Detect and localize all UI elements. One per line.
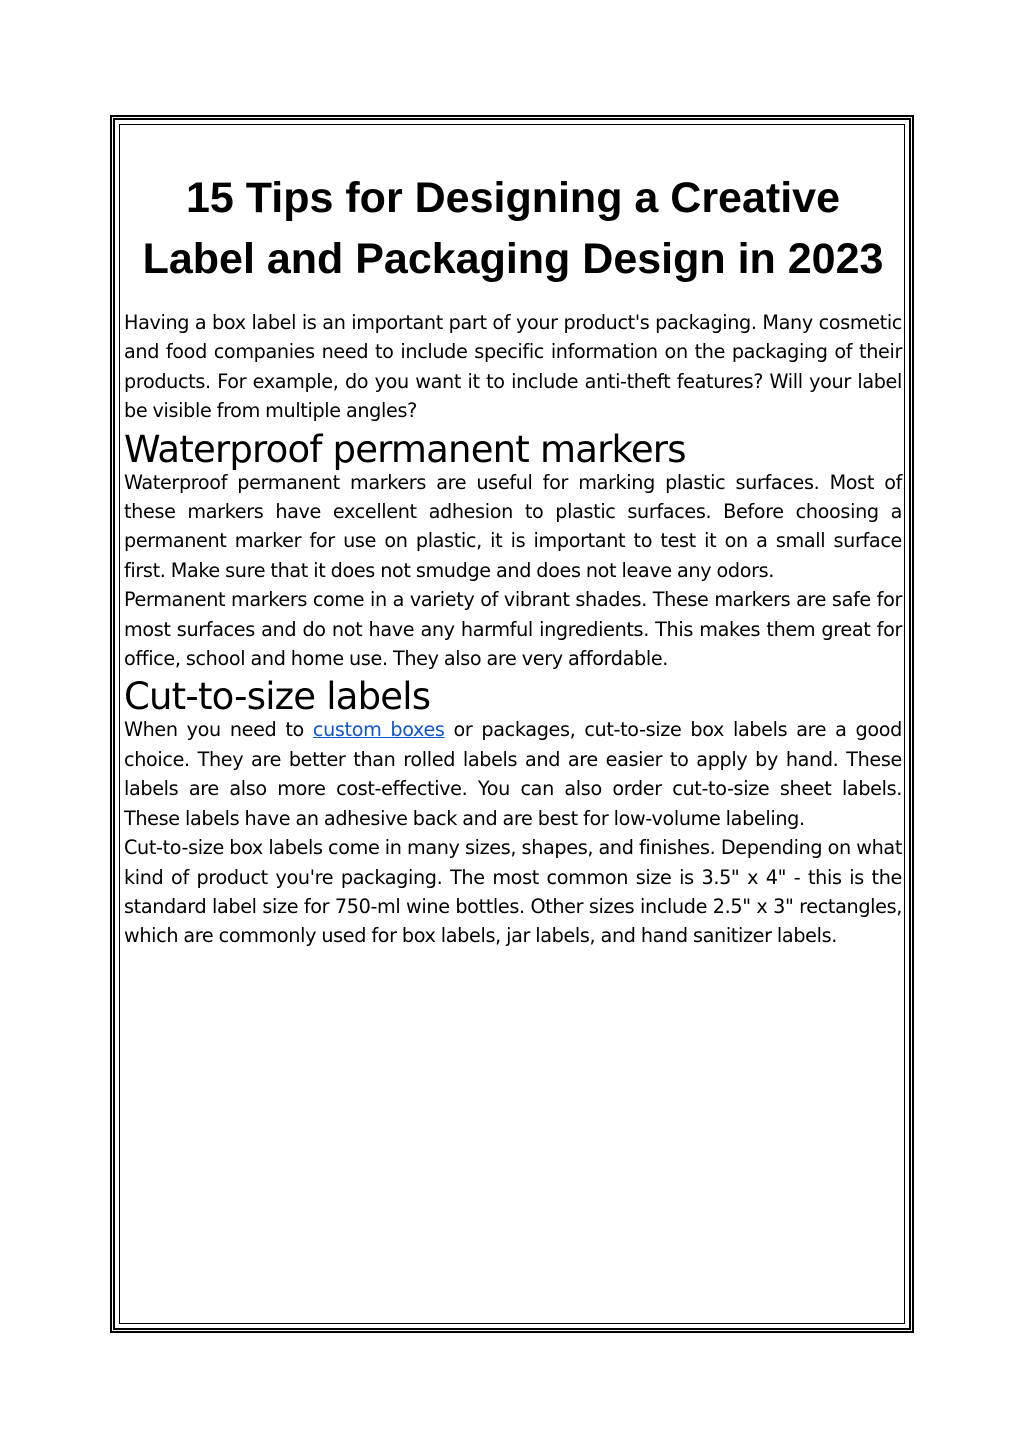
document-body — [124, 168, 902, 951]
section-heading-markers: Waterproof permanent markers — [124, 427, 686, 471]
cut-to-size-text-after-link: or packages, cut-to-size box labels are a good choice. They are better than rolled labels and are easier to apply by hand. These labels are also more cost-effective. You can also order cut-to-size sheet labels. These labels have an adhesive back and are best for low-volume labeling. — [124, 718, 902, 830]
cut-to-size-text-before-link: When you need to — [124, 718, 313, 742]
intro-paragraph: Having a box label is an important part of your product's packaging. Many cosmetic and food companies need to include specific information on the packaging of their products. For example, do you want it to include anti-theft features? Will your label be visible from multiple angles? — [124, 311, 902, 423]
cut-to-size-paragraph-2: Cut-to-size box labels come in many sizes, shapes, and finishes. Depending on what kind of product you're packaging. The most common size is 3.5" x 4" - this is the standard label size for 750-ml wine bottles. Other sizes include 2.5" x 3" rectangles, which are commonly used for box labels, jar labels, and hand sanitizer labels. — [124, 836, 902, 948]
cut-to-size-paragraph-1 — [124, 715, 902, 833]
markers-paragraph-1: Waterproof permanent markers are useful for marking plastic surfaces. Most of these markers have excellent adhesion to plastic surfaces. Before choosing a permanent marker for use on plastic, it is important to test it on a small surface first. Make sure that it does not smudge and does not leave any odors. — [124, 470, 902, 582]
custom-boxes-link[interactable]: custom boxes — [312, 718, 445, 742]
section-heading-cut-to-size: Cut-to-size labels — [124, 675, 431, 719]
markers-paragraph-2: Permanent markers come in a variety of vibrant shades. These markers are safe for most surfaces and do not have any harmful ingredients. This makes them great for office, school and home use. They also are very affordable. — [124, 588, 902, 671]
document-title: 15 Tips for Designing a Creative Label and Packaging Design in 2023 — [142, 174, 884, 283]
